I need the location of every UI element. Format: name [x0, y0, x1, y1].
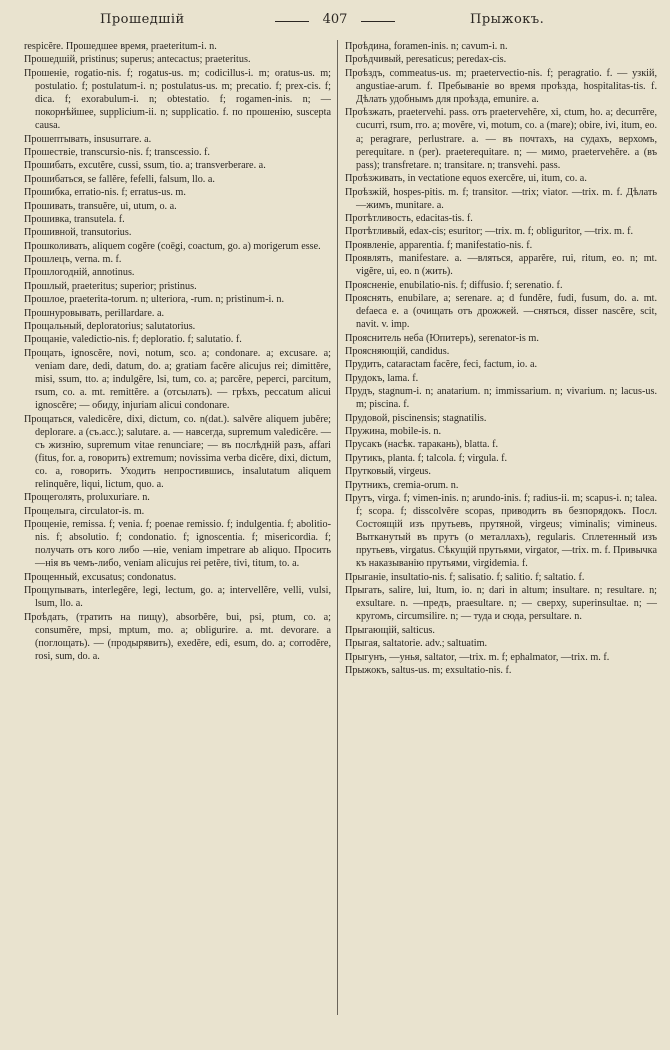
dictionary-entry: Прошибка, erratio-nis. f; erratus-us. m. [24, 187, 186, 199]
left-column [24, 40, 331, 663]
dictionary-entry: Прудъ, stagnum-i. n; anatarium. n; immissarium. n; vivarium. n; lacus-us. m; piscina. f. [345, 386, 657, 411]
dictionary-entry: Прошибаться, se fallĕre, fefelli, falsum, llo. a. [24, 173, 215, 185]
dictionary-entry: Прощупывать, interlegĕre, legi, lectum, go. a; intervellĕre, velli, vulsi, lsum, llo. a. [24, 585, 331, 610]
dictionary-entry: Прошедшій, pristinus; superus; antecactus; praeteritus. [24, 54, 251, 66]
dictionary-entry: Прошлое, praeterita-torum. n; ulteriora, -rum. n; pristinum-i. n. [24, 294, 285, 306]
dictionary-entry: Прыганіе, insultatio-nis. f; salisatio. f; salitio. f; saltatio. f. [345, 571, 585, 583]
dictionary-entry: Прошлогодній, annotinus. [24, 267, 135, 279]
dictionary-entry: Прощенный, excusatus; condonatus. [24, 571, 177, 583]
dictionary-entry: Пружина, mobile-is. n. [345, 426, 442, 438]
dictionary-entry: Проявлять, manifestare. a. —вляться, apparĕre, rui, ritum, eo. n; mt. vigĕre, ui, eo. n (жить). [345, 253, 657, 278]
dictionary-entry: Прудокъ, lama. f. [345, 372, 419, 384]
dictionary-entry: Прусакъ (насѣк. таракань), blatta. f. [345, 439, 499, 451]
dictionary-entry: Прошивать, transuĕre, ui, utum, o. a. [24, 200, 177, 212]
dictionary-entry: Прудовой, piscinensis; stagnatilis. [345, 412, 487, 424]
right-column [345, 40, 657, 677]
dictionary-entry: Прояснитель неба (Юпитеръ), serenator-is m. [345, 332, 539, 344]
dictionary-entry: Проѣдчивый, peresaticus; peredax-cis. [345, 54, 507, 66]
dictionary-entry: Прощать, ignoscĕre, novi, notum, sco. a; condonare. a; excusare. a; veniam dare, dedi, datum, do. a; gratiam facĕre alicujus rei; dimittĕre, misi, ssum, tto. a; indulgĕre, lsi, tum, co. a; parcĕre, peperci, parcitum, rsum, co. a. mt. remittĕre. a (отсылать). — грѣхъ, peccatum alicui ignoscĕre; — обиду, injuriam alicui condonare. [24, 347, 331, 412]
dictionary-entry: Прошивной, transutorius. [24, 227, 132, 239]
dictionary-entry: Прощальный, deploratorius; salutatorius. [24, 321, 196, 333]
dictionary-entry: Проѣдать, (тратить на пищу), absorbĕre, bui, psi, ptum, co. a; consumĕre, mpsi, mptum, mo. a; obligurire. a. mt. devorare. a (поглощать). — (продырявить), exedĕre, edi, esum, do. a; corrodĕre, rosi, sum, do. a. [24, 611, 331, 663]
header-left-catchword: Прошедшій [100, 12, 185, 27]
dictionary-entry: Прутъ, virga. f; vimen-inis. n; arundo-inis. f; radius-ii. m; scapus-i. n; talea. f; scopa. f; disscolvĕre scopas, приводить въ безпорядокъ. Посл. Состоящій изъ прутьевъ, прутяной, virgeus; viminalis; vimineus. Вытканутый въ прутъ (о металлахъ), regularis. Сплетенный изъ прутьевъ, virgatus. Сѣкущій прутьями, virgator, —trix. m. f. Привычка къ наказыванію прутьями, virgidemia. f. [345, 493, 657, 570]
dictionary-entry: Прыжокъ, saltus-us. m; exsultatio-nis. f. [345, 665, 512, 677]
dictionary-entry: Прудить, cataractam facĕre, feci, factum, io. a. [345, 359, 538, 371]
dictionary-entry: Прутковый, virgeus. [345, 466, 431, 478]
dictionary-entry: Прощаться, valedicĕre, dixi, dictum, co. n(dat.). salvĕre aliquem jubĕre; deplorare. a (съ.acc.); salutare. a. — навсегда, supremum valedicĕre. — съ жизнію, supremum vitae renunciare; — въ послѣдній разъ, affari (fitus, for. a, говорить) extremum; novissima verba dicĕre, dixi, dictum, co. a, говорить. Уходить непростившись, insalutatum aliquem relinquĕre, liqui, lictum, quo. a. [24, 413, 331, 491]
dictionary-entry: Прошествіе, transcursio-nis. f; transcessio. f. [24, 146, 210, 158]
dictionary-entry: respicĕre. Прошедшее время, praeteritum-i. n. [24, 41, 217, 52]
dictionary-entry: Прошивка, transutela. f. [24, 213, 125, 225]
dictionary-entry: Проѣдина, foramen-inis. n; cavum-i. n. [345, 41, 508, 52]
page-number: 407 [275, 12, 395, 27]
dictionary-entry: Проѣзживать, in vectatione equos exercĕre, ui, itum, co. a. [345, 173, 587, 185]
dictionary-entry: Проясненіе, enubilatio-nis. f; diffusio. f; serenatio. f. [345, 279, 563, 291]
dictionary-entry: Проѣзжій, hospes-pitis. m. f; transitor. —trix; viator. —trix. m. f. Дѣлать —жимъ, munitare. a. [345, 186, 657, 211]
dictionary-entry: Протѣтливый, edax-cis; esuritor; —trix. m. f; obliguritor, —trix. m. f. [345, 226, 634, 238]
column-divider [337, 40, 338, 1015]
dictionary-entry: Прыгая, saltatorie. adv.; saltuatim. [345, 638, 488, 650]
header-right-catchword: Прыжокъ. [470, 12, 545, 27]
dictionary-entry: Протѣтливость, edacitas-tis. f. [345, 213, 473, 224]
dictionary-entry: Прошколивать, aliquem cogĕre (coēgi, coactum, go. a) morigerum esse. [24, 240, 321, 252]
dictionary-entry: Проявленіе, apparentia. f; manifestatio-nis. f. [345, 239, 533, 251]
dictionary-entry: Прошнуровывать, perillardare. a. [24, 307, 165, 319]
dictionary-entry: Прощелыга, circulator-is. m. [24, 505, 145, 517]
dictionary-entry: Прощеніе, remissa. f; venia. f; poenae remissio. f; indulgentia. f; abolitio-nis. f; absolutio. f; condonatio. f; ignoscentia. f; misericordia. f; получать отъ кого либо —ніе, veniam impetrare ab aliquo. Просить —нія въ чемъ-либо, veniam alicujus rei petĕre, tivi, titum, to. a. [24, 519, 331, 570]
dictionary-entry: Проясняющій, candidus. [345, 346, 450, 358]
dictionary-entry: Прошептывать, insusurrare. a. [24, 133, 152, 145]
dictionary-entry: Прошлый, praeteritus; superior; pristinus. [24, 280, 197, 292]
dictionary-entry: Прутикъ, planta. f; talcola. f; virgula. f. [345, 452, 508, 464]
dictionary-entry: Прыгунъ, —унья, saltator, —trix. m. f; ephalmator, —trix. m. f. [345, 651, 610, 663]
dictionary-entry: Прыгать, salire, lui, ltum, io. n; dari in altum; insultare. n; resultare. n; exsultare. n. —предъ, praesultare. n; — сверху, superinsultae. n; — кругомъ, circumsilire. n; — туда и сюда, persultare. n. [345, 585, 657, 623]
dictionary-entry: Прояснять, enubilare, a; serenare. a; d fundĕre, fudi, fusum, do. a. mt. defaeca e. a (очищать отъ дрожжей. —сняться, disser nascĕre, scit, navit. v. imp. [345, 293, 657, 331]
dictionary-entry: Прошибать, excutĕre, cussi, ssum, tio. a; transverberare. a. [24, 160, 266, 172]
dictionary-entry: Прошеніе, rogatio-nis. f; rogatus-us. m; codicillus-i. m; oratus-us. m; postulatio. f; postulatum-i. n; postulatus-us. m; precatio. f; prex-cis. f; dica. f; exorabulum-i. n; obtestatio. f; rogamen-inis. n; — покорнѣйшее, supplicium-ii. n; supplicatio. f. по прошенію, suscepta causa. [24, 67, 331, 132]
dictionary-entry: Прошлецъ, verna. m. f. [24, 254, 122, 266]
dictionary-entry: Проѣзжать, praetervehi. pass. отъ praetervehĕre, xi, ctum, ho. a; decurrĕre, cucurri, rsum, rro. a; movĕre, vi, motum, co. a (mare); obire, ivi, itum, eo. a; peragrare, perlustrare. a. — въ почтахъ, на судахъ, верхомъ, perequitare. n (per). praeterequitare. n; — мимо, praetervehĕre. a (въ pass); transfretare. n; transitare. n; transvehi. pass. [345, 107, 658, 171]
dictionary-entry: Прыгающій, salticus. [345, 624, 435, 636]
dictionary-entry: Прутникъ, cremia-orum. n. [345, 479, 459, 491]
dictionary-entry: Проѣздъ, commeatus-us. m; praetervectio-nis. f; peragratio. f. — узкій, angustiae-arum. f. Пребываніе во время проѣзда, hospitalitas-tis. f. Дѣлать удобнымъ для проѣзда, emunire. a. [345, 67, 657, 105]
dictionary-entry: Прощеголять, proluxuriare. n. [24, 492, 150, 504]
dictionary-entry: Прощаніе, valedictio-nis. f; deploratio. f; salutatio. f. [24, 334, 242, 346]
page-header [0, 6, 670, 32]
